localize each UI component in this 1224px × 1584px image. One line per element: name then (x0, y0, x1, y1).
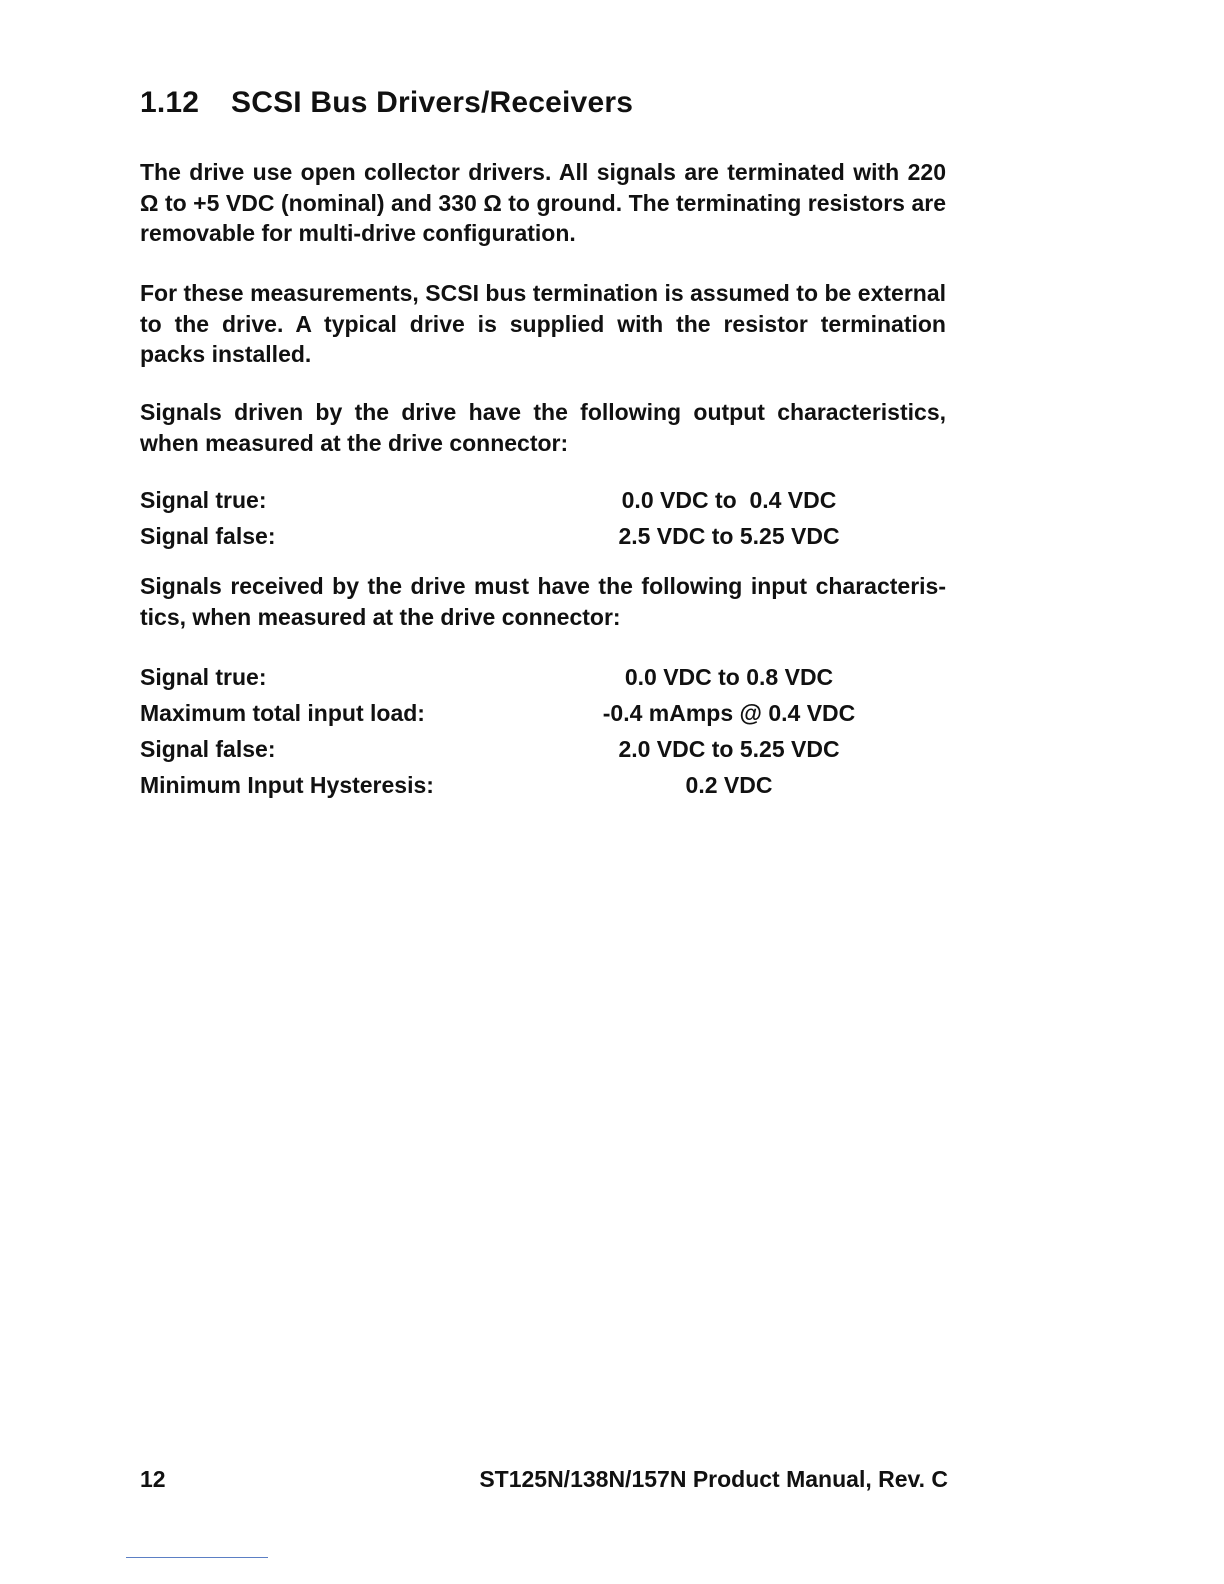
table-row (140, 734, 946, 770)
paragraph-drivers: The drive use open collector drivers. All signals are terminated with 220 Ω to +5 VDC (nominal) and 330 Ω to ground. The terminating resistors are removable for multi-drive configuration. (140, 159, 946, 246)
spec-value-text: 0.2 VDC (685, 772, 773, 798)
spec-value-text: -0.4 mAmps @ 0.4 VDC (602, 700, 856, 726)
scan-edge-line (126, 1557, 268, 1558)
section-title: SCSI Bus Drivers/Receivers (231, 86, 634, 119)
manual-title: ST125N/138N/157N Product Manual, Rev. C (479, 1466, 948, 1492)
output-characteristics-table (140, 485, 946, 557)
spec-value-text: 2.5 VDC to 5.25 VDC (618, 523, 840, 549)
spec-label: Signal true: (140, 487, 267, 513)
table-row (140, 485, 946, 521)
spec-value-text: 2.0 VDC to 5.25 VDC (618, 736, 840, 762)
paragraph-output-intro: Signals driven by the drive have the following output characteristics, when measured at the drive connector: (140, 399, 946, 456)
paragraph-termination: For these measurements, SCSI bus termination is assumed to be external to the drive. A typical drive is supplied with the resistor termination packs installed. (140, 280, 946, 367)
spec-value-text: 0.0 VDC to 0.4 VDC (621, 487, 837, 513)
table-row (140, 521, 946, 557)
section-number: 1.12 (140, 86, 200, 119)
table-row (140, 698, 946, 734)
spec-label: Maximum total input load: (140, 700, 425, 726)
spec-label: Signal true: (140, 664, 267, 690)
spec-label: Minimum Input Hysteresis: (140, 772, 434, 798)
table-row (140, 662, 946, 698)
spec-label: Signal false: (140, 736, 276, 762)
spec-label: Signal false: (140, 523, 276, 549)
table-row (140, 770, 946, 806)
section-heading (140, 86, 633, 120)
spec-value-text: 0.0 VDC to 0.8 VDC (624, 664, 834, 690)
input-characteristics-table (140, 662, 946, 806)
page-number: 12 (140, 1466, 166, 1492)
paragraph-input-intro: Signals received by the drive must have the following input characteristics, when measured at the drive connector: (140, 573, 946, 630)
